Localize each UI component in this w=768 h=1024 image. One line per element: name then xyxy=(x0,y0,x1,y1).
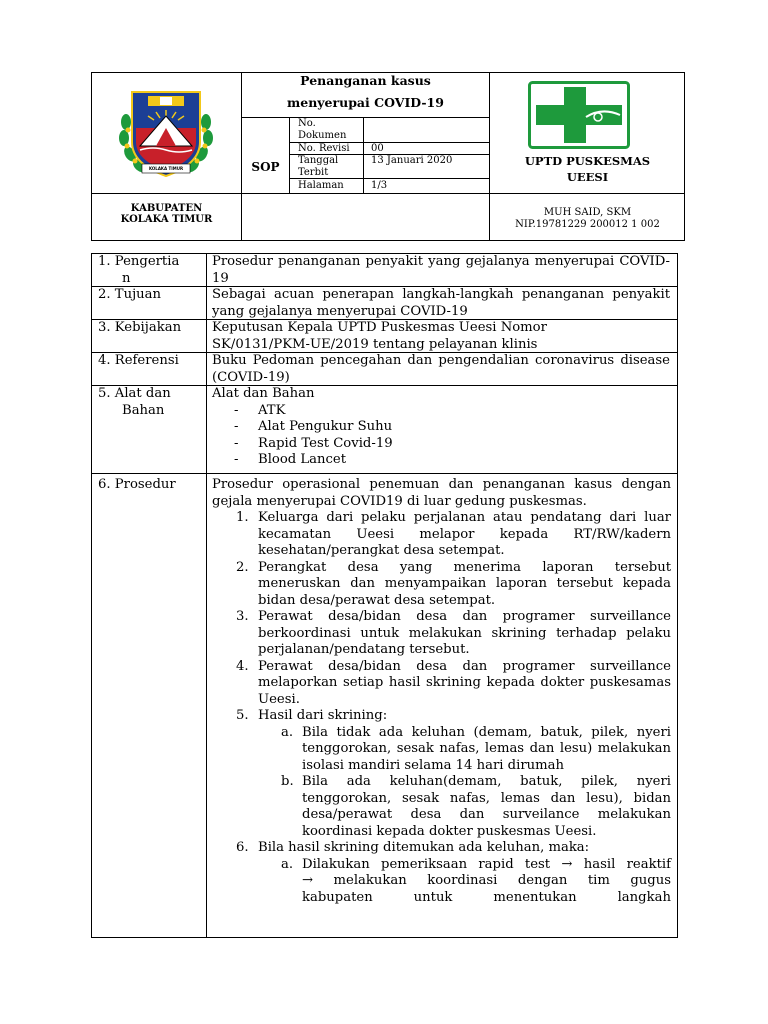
meta-label-halaman: Halaman xyxy=(298,180,344,191)
sop-label: SOP xyxy=(251,160,280,174)
region-line-2: KOLAKA TIMUR xyxy=(120,214,213,225)
row-alat-content xyxy=(212,386,670,469)
prosedur-intro: Prosedur operasional penemuan dan penanganan kasus dengan gejala menyerupai COVID19 di luar gedung puskesmas. xyxy=(212,477,671,509)
signer-name: MUH SAID, SKM xyxy=(543,207,632,218)
row-alat-label: 5. Alat dan Bahan xyxy=(98,386,171,418)
row-referensi-text: Buku Pedoman pencegahan dan pengendalian coronavirus disease (COVID-19) xyxy=(212,353,670,385)
list-item: 1. Keluarga dari pelaku perjalanan atau pendatang dari luar kecamatan Ueesi melapor kepada RT/RW/kadern kesehatan/perangkat desa setempat. xyxy=(236,510,671,558)
list-item: 3. Perawat desa/bidan desa dan programer surveillance berkoordinasi untuk melakukan skrining terhadap pelaku perjalanan/pendatang tersebut. xyxy=(236,609,671,657)
list-item: 2. Perangkat desa yang menerima laporan tersebut meneruskan dan menyampaikan laporan tersebut kepada bidan desa/perawat desa setempat. xyxy=(236,559,671,608)
puskesmas-cross-icon xyxy=(528,81,630,149)
title-line-2: menyerupai COVID-19 xyxy=(287,95,444,110)
row-referensi-label: 4. Referensi xyxy=(98,353,179,368)
meta-label-dokumen: No. Dokumen xyxy=(298,118,347,141)
row-prosedur-content xyxy=(212,477,671,906)
signer-block xyxy=(490,207,685,231)
list-item: 5. Hasil dari skrining: xyxy=(236,708,388,723)
meta-value-revisi: 00 xyxy=(371,143,384,154)
row-kebijakan-text: Keputusan Kepala UPTD Puskesmas Ueesi Nomor SK/0131/PKM-UE/2019 tentang pelayanan klinis xyxy=(212,320,547,352)
meta-value-tanggal: 13 Januari 2020 xyxy=(371,155,453,166)
list-item: b. Bila ada keluhan(demam, batuk, pilek, nyeri tenggorokan, sesak nafas, lemas dan lesu), bidan desa/perawat desa dan surveilance melakukan koordinasi kepada dokter puskesmas Ueesi. xyxy=(281,774,671,839)
list-item: - Blood Lancet xyxy=(212,452,670,469)
region-line-1: KABUPATEN xyxy=(130,203,203,214)
signer-nip: NIP.19781229 200012 1 002 xyxy=(515,219,660,230)
title-line-1: Penanganan kasus xyxy=(300,73,431,88)
list-item: - Rapid Test Covid-19 xyxy=(212,436,670,453)
emblem-banner-text: KOLAKA TIMUR xyxy=(148,166,184,171)
alat-intro: Alat dan Bahan xyxy=(212,386,315,401)
region-name xyxy=(92,203,241,225)
list-item: - ATK xyxy=(212,403,670,420)
org-name xyxy=(490,153,685,185)
org-name-line-2: UEESI xyxy=(566,170,609,184)
list-item: 6. Bila hasil skrining ditemukan ada keluhan, maka: xyxy=(236,840,590,855)
meta-label-tanggal: Tanggal Terbit xyxy=(298,155,339,178)
org-name-line-1: UPTD PUSKESMAS xyxy=(524,154,651,168)
kolaka-timur-emblem xyxy=(118,84,214,182)
list-item: a. Bila tidak ada keluhan (demam, batuk, pilek, nyeri tenggorokan, sesak nafas, lemas dan lesu) melakukan isolasi mandiri selama 14 hari dirumah xyxy=(281,724,671,773)
list-item: - Alat Pengukur Suhu xyxy=(212,419,670,436)
row-tujuan-label: 2. Tujuan xyxy=(98,287,162,302)
puskesmas-logo xyxy=(528,81,630,149)
row-prosedur-label: 6. Prosedur xyxy=(98,477,176,492)
list-item: 4. Perawat desa/bidan desa dan programer surveillance melaporkan setiap hasil skrining kepada dokter puskesamas Ueesi. xyxy=(236,658,671,707)
list-item: a. Dilakukan pemeriksaan rapid test → hasil reaktif → melakukan koordinasi dengan tim gugus kabupaten untuk menentukan langkah xyxy=(281,856,671,905)
meta-label-revisi: No. Revisi xyxy=(298,143,350,154)
row-tujuan-text: Sebagai acuan penerapan langkah-langkah penanganan penyakit yang gejalanya menyerupai COVID-19 xyxy=(212,287,670,319)
row-pengertian-text: Prosedur penanganan penyakit yang gejalanya menyerupai COVID-19 xyxy=(212,254,670,286)
meta-value-halaman: 1/3 xyxy=(371,180,388,191)
row-pengertian-label: 1. Pengertia n xyxy=(98,254,180,286)
document-title xyxy=(242,70,489,114)
row-kebijakan-label: 3. Kebijakan xyxy=(98,320,182,335)
alat-list xyxy=(212,403,670,469)
